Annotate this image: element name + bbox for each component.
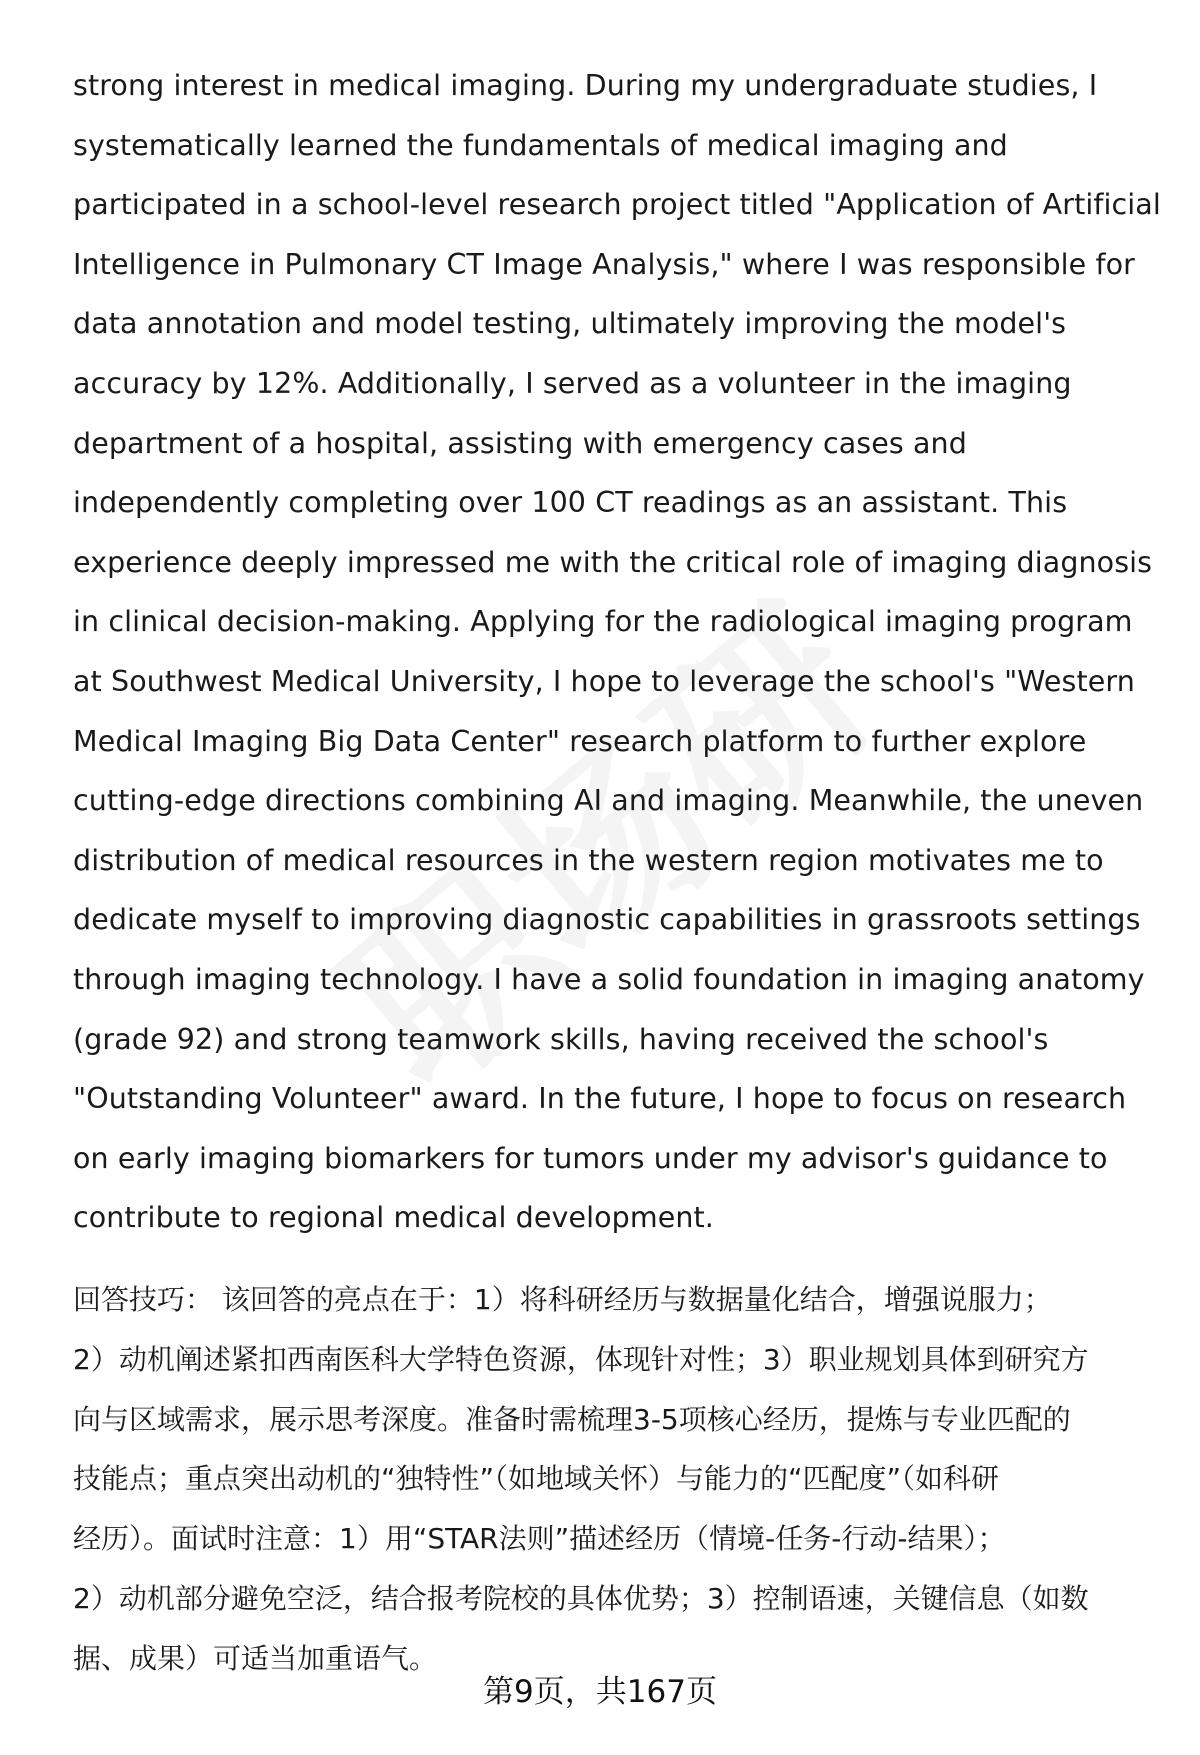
page-number-footer: 第9页，共167页	[483, 1674, 717, 1710]
tips-line: 据、成果）可适当加重语气。	[73, 1641, 438, 1675]
answer-tips	[73, 1270, 1163, 1689]
paragraph-line: in clinical decision-making. Applying for the radiological imaging program	[73, 605, 1133, 639]
paragraph-line: distribution of medical resources in the western region motivates me to	[73, 843, 1104, 877]
paragraph-line: Intelligence in Pulmonary CT Image Analysis," where I was responsible for	[73, 247, 1135, 281]
paragraph-line: Medical Imaging Big Data Center" research platform to further explore	[73, 724, 1087, 758]
paragraph-line: strong interest in medical imaging. During my undergraduate studies, I	[73, 69, 1098, 102]
tips-line: 经历）。面试时注意：1）用“STAR法则”描述经历（情境-任务-行动-结果）；	[73, 1522, 1006, 1556]
answer-paragraph	[73, 56, 1163, 1248]
paragraph-line: accuracy by 12%. Additionally, I served as a volunteer in the imaging	[73, 366, 1072, 400]
paragraph-line: department of a hospital, assisting with emergency cases and	[73, 426, 967, 460]
paragraph-line: through imaging technology. I have a solid foundation in imaging anatomy	[73, 962, 1145, 996]
paragraph-line: systematically learned the fundamentals of medical imaging and	[73, 128, 1008, 162]
tips-line: 回答技巧： 该回答的亮点在于：1）将科研经历与数据量化结合，增强说服力；	[73, 1283, 1052, 1316]
tips-line: 向与区域需求，展示思考深度。准备时需梳理3-5项核心经历，提炼与专业匹配的	[73, 1402, 1071, 1436]
paragraph-line: "Outstanding Volunteer" award. In the future, I hope to focus on research	[73, 1082, 1127, 1116]
paragraph-line: at Southwest Medical University, I hope to leverage the school's "Western	[73, 664, 1135, 698]
paragraph-line: experience deeply impressed me with the critical role of imaging diagnosis	[73, 545, 1153, 579]
paragraph-line: (grade 92) and strong teamwork skills, having received the school's	[73, 1022, 1049, 1056]
paragraph-line: independently completing over 100 CT readings as an assistant. This	[73, 486, 1068, 520]
paragraph-line: participated in a school-level research project titled "Application of Artificial	[73, 188, 1161, 222]
tips-line: 2）动机部分避免空泛，结合报考院校的具体优势；3）控制语速，关键信息（如数	[73, 1581, 1089, 1615]
paragraph-line: on early imaging biomarkers for tumors under my advisor's guidance to	[73, 1141, 1108, 1175]
tips-line: 技能点；重点突出动机的“独特性”（如地域关怀）与能力的“匹配度”（如科研	[73, 1462, 1000, 1496]
paragraph-line: contribute to regional medical development.	[73, 1201, 714, 1235]
paragraph-line: data annotation and model testing, ultimately improving the model's	[73, 307, 1067, 341]
paragraph-line: cutting-edge directions combining AI and imaging. Meanwhile, the uneven	[73, 784, 1144, 818]
paragraph-line: dedicate myself to improving diagnostic capabilities in grassroots settings	[73, 903, 1141, 937]
tips-line: 2）动机阐述紧扣西南医科大学特色资源，体现针对性；3）职业规划具体到研究方	[73, 1342, 1089, 1376]
